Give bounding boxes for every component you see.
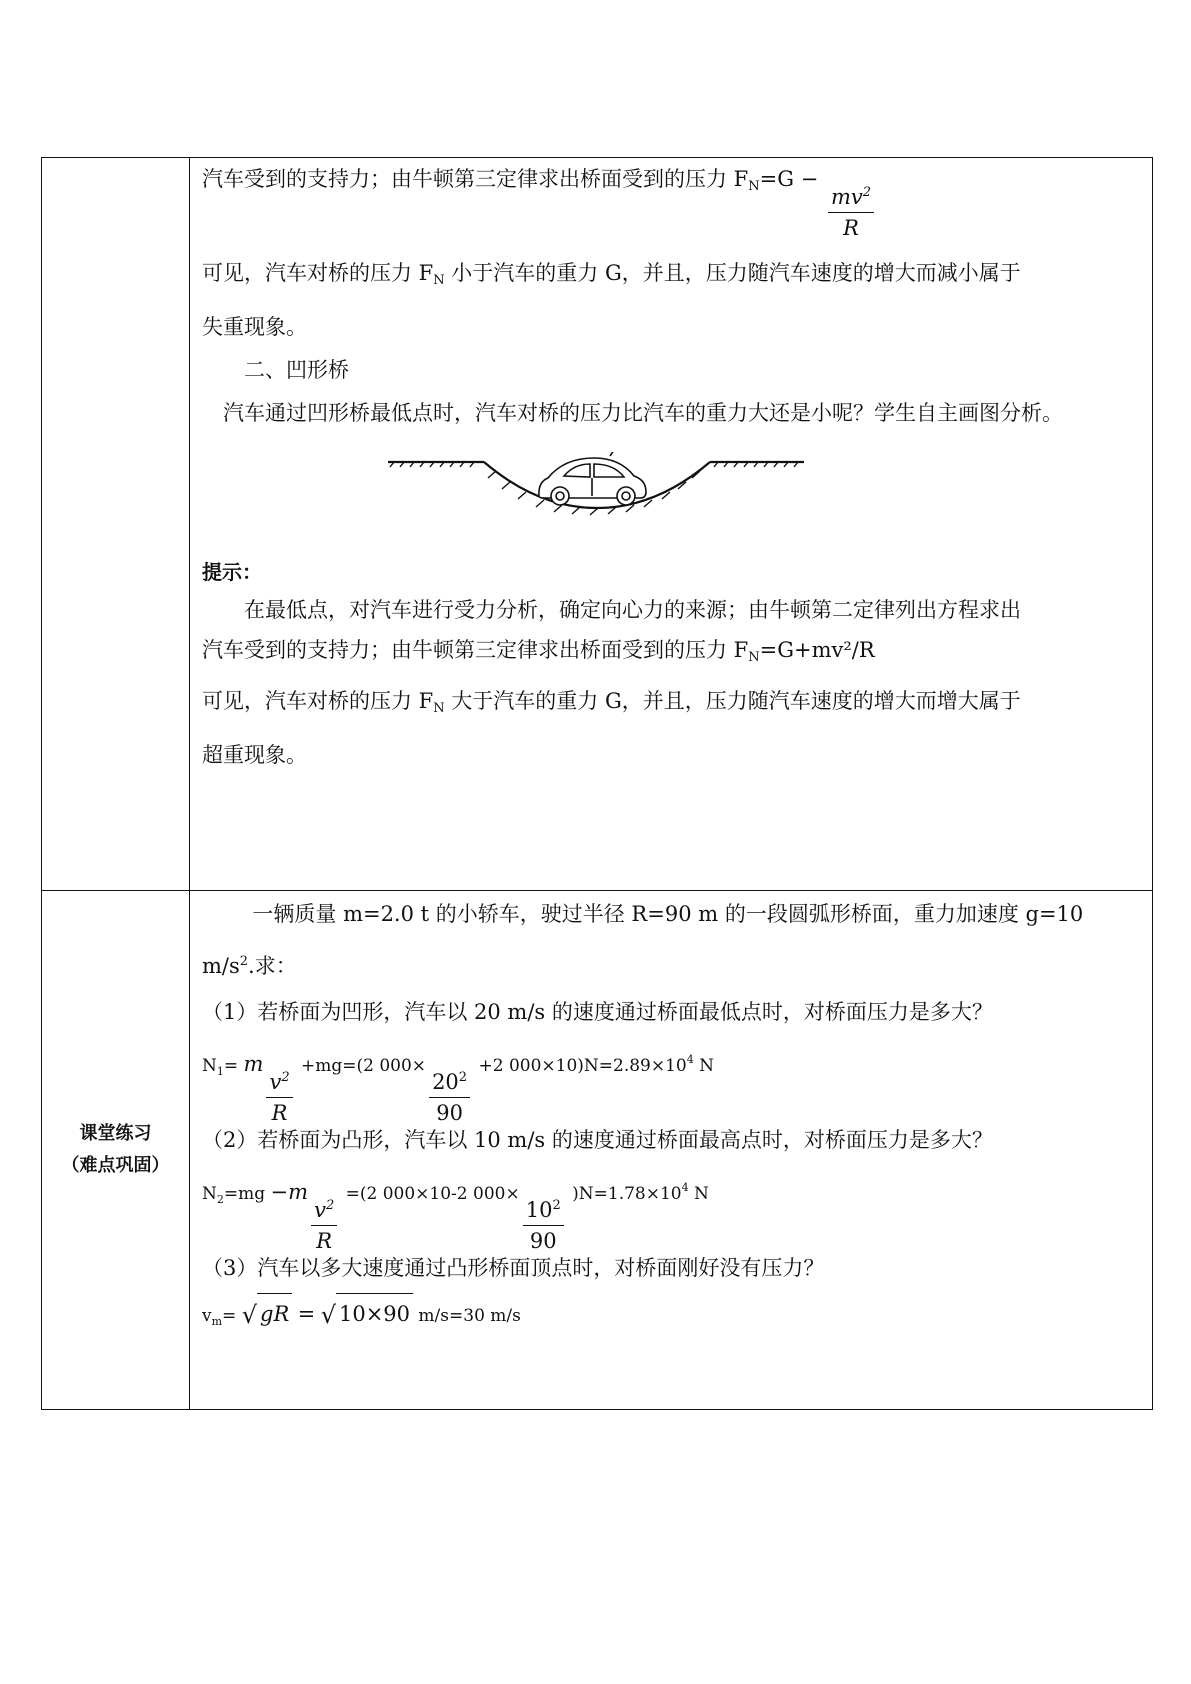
concave-bridge-car-diagram-icon xyxy=(388,452,818,532)
answer-1: $N_1= m$ $\frac{v^2}{R}$ +mg=(2 000× $\frac{20^2}{90}$ +2 $000\times 10)N=2.89\times 10^4$ N xyxy=(202,1052,715,1125)
table-row xyxy=(42,158,1153,891)
sqrt-symbol: √ xyxy=(241,1301,257,1329)
fraction-mv2-over-r: $\frac{mv^2}{R}$ xyxy=(828,180,874,241)
answer-2: $N_2=mg -m$ $\frac{v^2}{R}$ =(2 000×10-2 000× $\frac{10^2}{90}$ )$N=1.78\times 10^4$ N xyxy=(202,1180,709,1253)
conclusion-line: 可见，汽车对桥的压力 $F_N$ 小于汽车的重力 G，并且，压力随汽车速度的增大而减小属于 xyxy=(202,261,1021,288)
conclusion-line-end: 失重现象。 xyxy=(202,315,307,339)
section-label: 课堂练习 （难点巩固） xyxy=(61,1123,170,1176)
content-cell xyxy=(190,158,1153,891)
answer-3: $v_m=$ √ gR = √ 10×90 m/s=30 m/s xyxy=(202,1293,1142,1342)
label-cell-empty xyxy=(42,158,190,891)
label-cell xyxy=(42,891,190,1410)
question-2: （2）若桥面为凸形，汽车以 10 m/s 的速度通过桥面最高点时，对桥面压力是多大？ xyxy=(202,1128,993,1152)
question-text: 汽车通过凹形桥最低点时，汽车对桥的压力比汽车的重力大还是小呢？学生自主画图分析。 xyxy=(223,401,1063,425)
hint-title: 提示： xyxy=(202,560,262,584)
question-1: （1）若桥面为凹形，汽车以 20 m/s 的速度通过桥面最低点时，对桥面压力是多大？ xyxy=(202,1000,993,1024)
section-heading: 二、凹形桥 xyxy=(244,358,349,382)
content-cell xyxy=(190,891,1153,1410)
hint-text-2: 汽车受到的支持力；由牛顿第三定律求出桥面受到的压力 $F_N=G+mv^2/R$ xyxy=(202,638,875,665)
support-force-line: 汽车受到的支持力；由牛顿第三定律求出桥面受到的压力 $F_N=G$ − $\frac{mv^2}{R}$ xyxy=(202,158,1142,226)
concave-bridge-figure xyxy=(202,436,1142,554)
sqrt-symbol: √ xyxy=(320,1301,336,1329)
problem-statement: 一辆质量 m=2.0 t 的小轿车，驶过半径 R=90 m 的一段圆弧形桥面，重力加速度 g=10 xyxy=(252,902,1084,926)
hint-text-4: 超重现象。 xyxy=(202,743,307,767)
table-row xyxy=(42,891,1153,1410)
question-3: （3）汽车以多大速度通过凸形桥面顶点时，对桥面刚好没有压力？ xyxy=(202,1256,825,1280)
hint-text: 在最低点，对汽车进行受力分析，确定向心力的来源；由牛顿第二定律列出方程求出 xyxy=(244,598,1021,622)
lesson-table xyxy=(41,157,1153,1410)
hint-text-3: 可见，汽车对桥的压力 $F_N$ 大于汽车的重力 G，并且，压力随汽车速度的增大而增大属于 xyxy=(202,689,1021,716)
problem-statement-end: $m/s^2$.求： xyxy=(202,954,297,978)
